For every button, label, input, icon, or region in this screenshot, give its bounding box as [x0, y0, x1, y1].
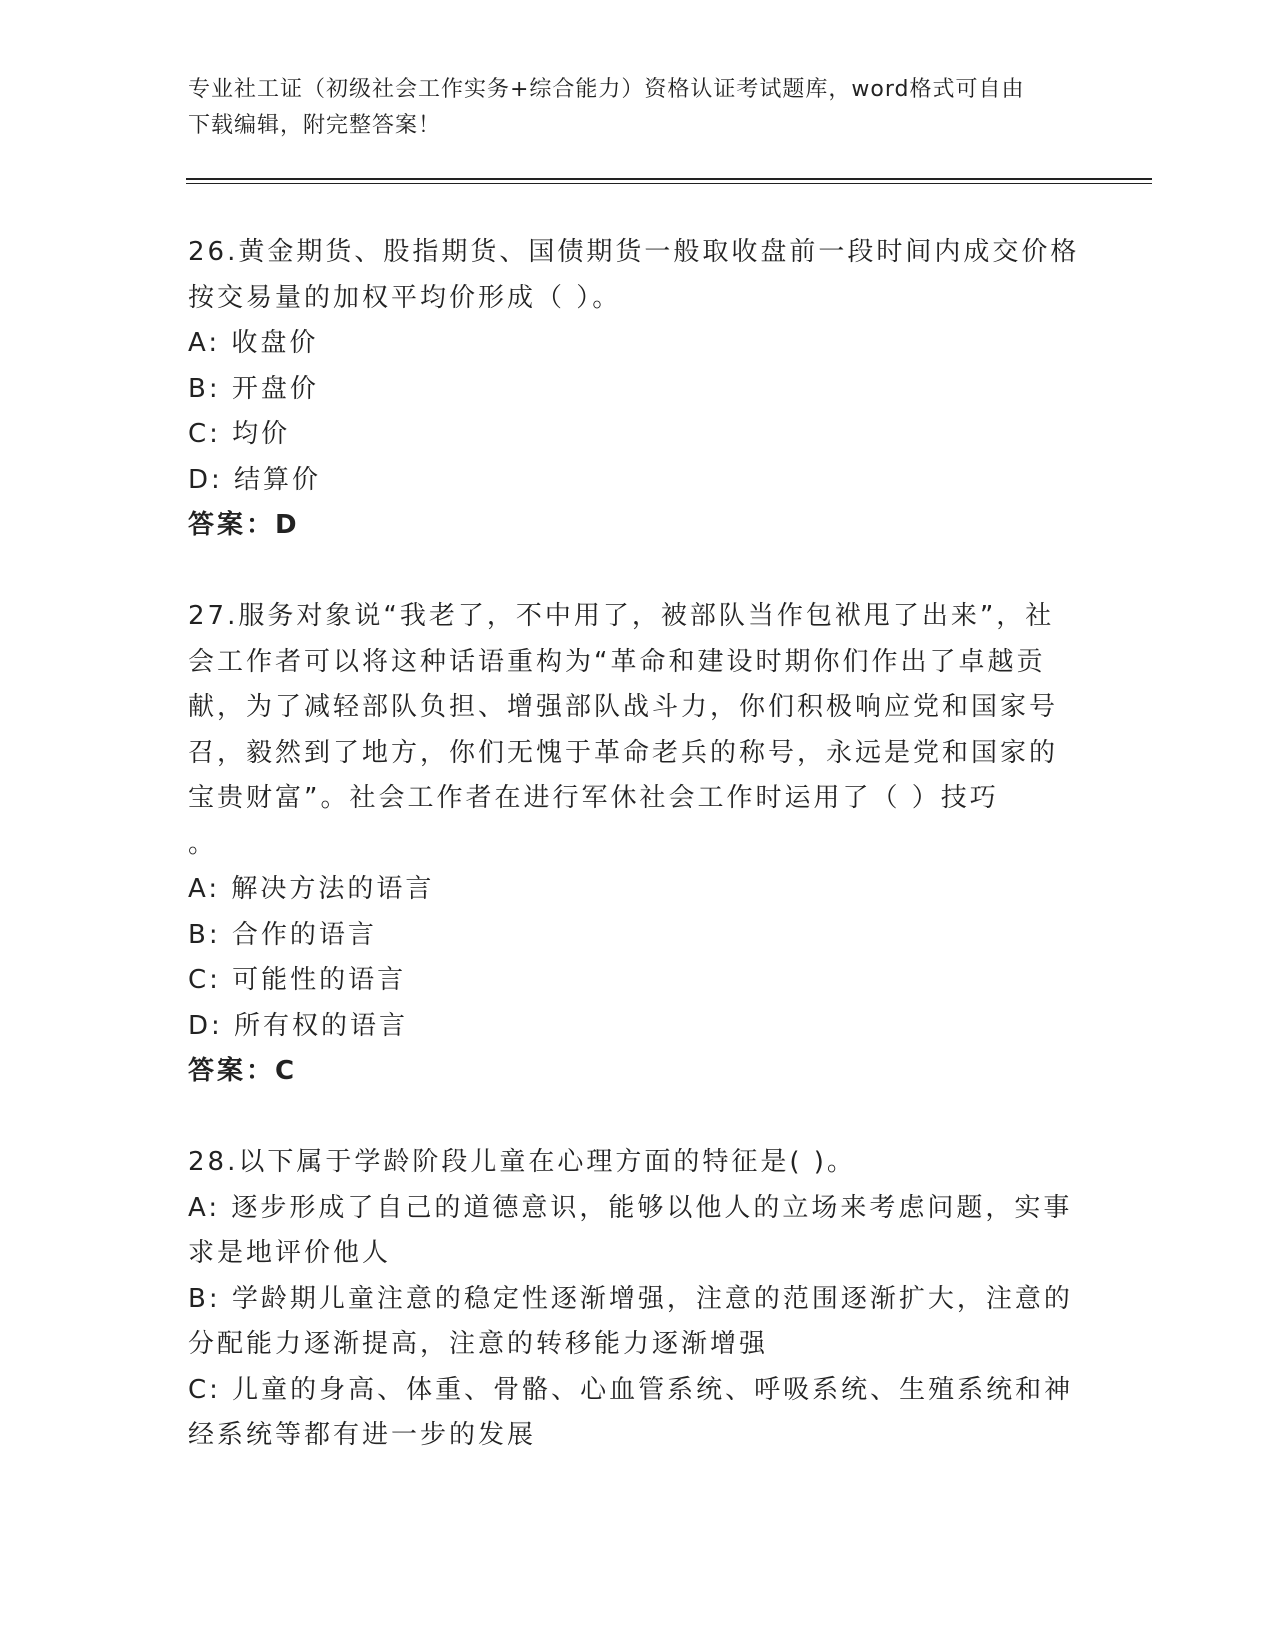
option-a: A: 逐步形成了自己的道德意识，能够以他人的立场来考虑问题，实事 — [188, 1192, 1073, 1223]
question-27 — [188, 594, 1088, 1095]
header-divider-thin — [186, 183, 1152, 184]
header-line-1: 专业社工证（初级社会工作实务+综合能力）资格认证考试题库，word格式可自由 — [188, 77, 1025, 102]
header-divider-thick — [186, 178, 1152, 180]
option-c: C: 儿童的身高、体重、骨骼、心血管系统、呼吸系统、生殖系统和神 — [188, 1374, 1074, 1405]
question-26 — [188, 230, 1088, 549]
option-b: B: 开盘价 — [188, 373, 319, 404]
question-text-line: 27.服务对象说“我老了，不中用了，被部队当作包袱甩了出来”，社 — [188, 601, 1055, 631]
question-text-line: 召，毅然到了地方，你们无愧于革命老兵的称号，永远是党和国家的 — [188, 737, 1059, 768]
option-a-continued: 求是地评价他人 — [188, 1238, 392, 1268]
option-c-continued: 经系统等都有进一步的发展 — [188, 1420, 537, 1450]
question-text-line: 献，为了减轻部队负担、增强部队战斗力，你们积极响应党和国家号 — [188, 692, 1059, 722]
header-line-2: 下载编辑，附完整答案！ — [188, 113, 442, 138]
question-28 — [188, 1140, 1088, 1459]
question-text-line: 28.以下属于学龄阶段儿童在心理方面的特征是( )。 — [188, 1147, 856, 1177]
question-spacer — [188, 1095, 1088, 1141]
answer: 答案：C — [188, 1056, 298, 1086]
option-b: B: 合作的语言 — [188, 919, 377, 950]
question-text-line: 会工作者可以将这种话语重构为“革命和建设时期你们作出了卓越贡 — [188, 646, 1046, 677]
document-header — [188, 72, 1088, 144]
question-text-line: 宝贵财富”。社会工作者在进行军休社会工作时运用了（ ）技巧 — [188, 783, 999, 813]
question-text-line: 26.黄金期货、股指期货、国债期货一般取收盘前一段时间内成交价格 — [188, 237, 1080, 267]
answer: 答案：D — [188, 510, 300, 540]
option-a: A: 收盘价 — [188, 328, 319, 358]
option-d: D: 结算价 — [188, 464, 322, 495]
question-text-line: 按交易量的加权平均价形成（ ）。 — [188, 282, 622, 313]
option-c: C: 可能性的语言 — [188, 965, 407, 995]
option-b-continued: 分配能力逐渐提高，注意的转移能力逐渐增强 — [188, 1329, 769, 1359]
option-c: C: 均价 — [188, 419, 291, 449]
question-list — [188, 230, 1088, 1459]
option-b: B: 学龄期儿童注意的稳定性逐渐增强，注意的范围逐渐扩大，注意的 — [188, 1283, 1073, 1314]
question-text-line: 。 — [188, 828, 218, 859]
option-d: D: 所有权的语言 — [188, 1010, 409, 1041]
question-spacer — [188, 549, 1088, 595]
option-a: A: 解决方法的语言 — [188, 874, 435, 904]
